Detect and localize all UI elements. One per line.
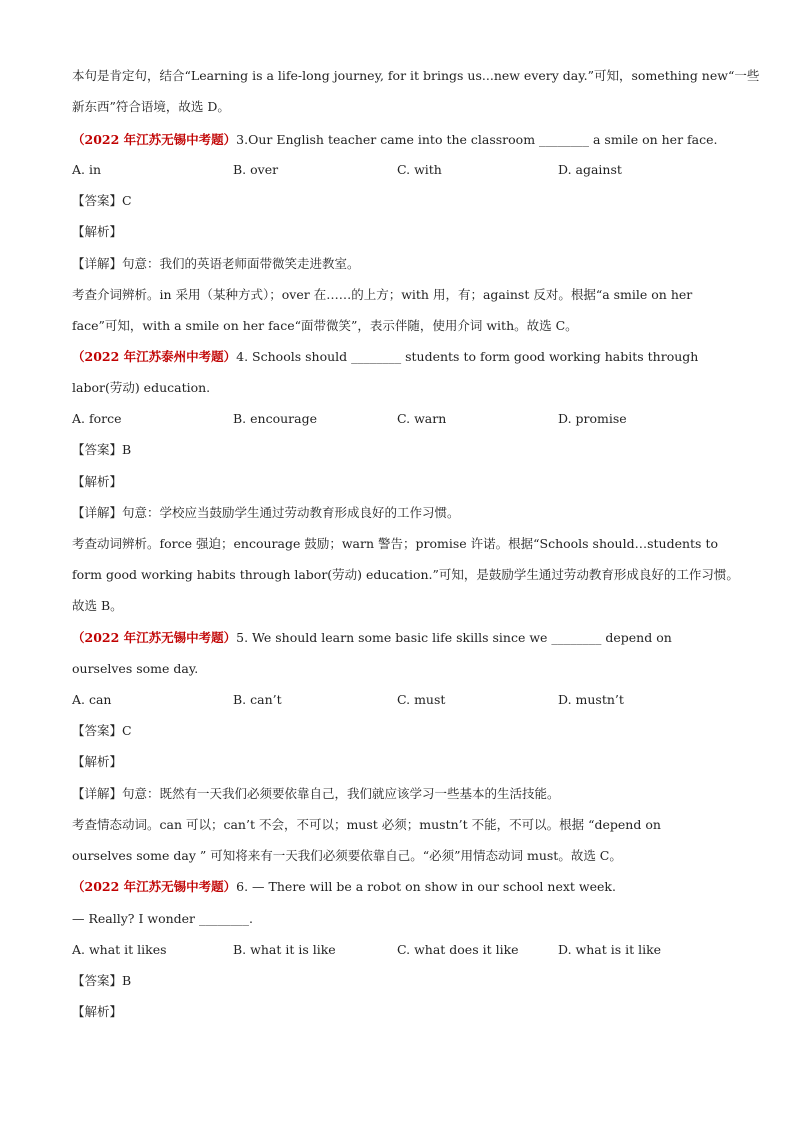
option-a: A. can [72, 692, 112, 707]
option-c: C. with [397, 162, 442, 177]
question-text: 5. We should learn some basic life skills since we ________ depend on [236, 630, 672, 645]
analysis-label: 【解析】 [72, 754, 123, 769]
question-source: （2022 年江苏无锡中考题） [72, 132, 237, 147]
explanation-line-2: form good working habits through labor(劳动) education.”可知，是鼓励学生通过劳动教育形成良好的工作习惯。 [72, 567, 739, 582]
option-a: A. what it likes [72, 942, 167, 957]
explanation-line-1: 考查介词辨析。in 采用（某种方式）；over 在……的上方；with 用，有；against 反对。根据“a smile on her [72, 287, 693, 302]
question-text: 6. — There will be a robot on show in our school next week. [236, 879, 616, 894]
option-b: B. over [233, 162, 279, 177]
intro-line-1: 本句是肯定句，结合“Learning is a life-long journey, for it brings us...new every day.”可知，something new“一些 [72, 68, 760, 83]
option-a: A. in [72, 162, 102, 177]
analysis-label: 【解析】 [72, 1004, 123, 1019]
answer-label: 【答案】C [72, 193, 132, 208]
option-d: D. against [558, 162, 622, 177]
option-d: D. what is it like [558, 942, 662, 957]
question-4 [72, 348, 698, 366]
question-source: （2022 年江苏泰州中考题） [72, 349, 237, 364]
explanation-line-1: 考查情态动词。can 可以；can’t 不会，不可以；must 必须；mustn’t 不能，不可以。根据 “depend on [72, 817, 661, 832]
option-c: C. must [397, 692, 446, 707]
option-d: D. promise [558, 411, 627, 426]
detail-text: 【详解】句意：我们的英语老师面带微笑走进教室。 [72, 256, 360, 271]
detail-text: 【详解】句意：既然有一天我们必须要依靠自己，我们就应该学习一些基本的生活技能。 [72, 786, 560, 801]
question-3 [72, 131, 717, 149]
question-text: 3.Our English teacher came into the classroom ________ a smile on her face. [236, 132, 718, 147]
analysis-label: 【解析】 [72, 474, 123, 489]
option-c: C. what does it like [397, 942, 519, 957]
option-c: C. warn [397, 411, 447, 426]
answer-label: 【答案】B [72, 973, 132, 988]
intro-line-2: 新东西”符合语境，故选 D。 [72, 99, 230, 114]
explanation-line-1: 考查动词辨析。force 强迫；encourage 鼓励；warn 警告；promise 许诺。根据“Schools should…students to [72, 536, 718, 551]
explanation-line-2: ourselves some day ” 可知将来有一天我们必须要依靠自己。“必须”用情态动词 must。故选 C。 [72, 848, 622, 863]
option-b: B. can’t [233, 692, 282, 707]
option-a: A. force [72, 411, 122, 426]
detail-text: 【详解】句意：学校应当鼓励学生通过劳动教育形成良好的工作习惯。 [72, 505, 460, 520]
analysis-label: 【解析】 [72, 224, 123, 239]
answer-label: 【答案】B [72, 442, 132, 457]
question-6-line-2: — Really? I wonder ________. [72, 911, 253, 926]
question-5-line-2: ourselves some day. [72, 661, 199, 676]
option-b: B. encourage [233, 411, 317, 426]
question-source: （2022 年江苏无锡中考题） [72, 879, 237, 894]
option-b: B. what it is like [233, 942, 336, 957]
question-5 [72, 629, 672, 647]
option-d: D. mustn’t [558, 692, 624, 707]
question-4-line-2: labor(劳动) education. [72, 380, 211, 395]
question-6 [72, 878, 616, 896]
question-text: 4. Schools should ________ students to form good working habits through [236, 349, 699, 364]
explanation-line-2: face”可知，with a smile on her face“面带微笑”，表示伴随，使用介词 with。故选 C。 [72, 318, 578, 333]
explanation-line-3: 故选 B。 [72, 598, 123, 613]
answer-label: 【答案】C [72, 723, 132, 738]
question-source: （2022 年江苏无锡中考题） [72, 630, 237, 645]
